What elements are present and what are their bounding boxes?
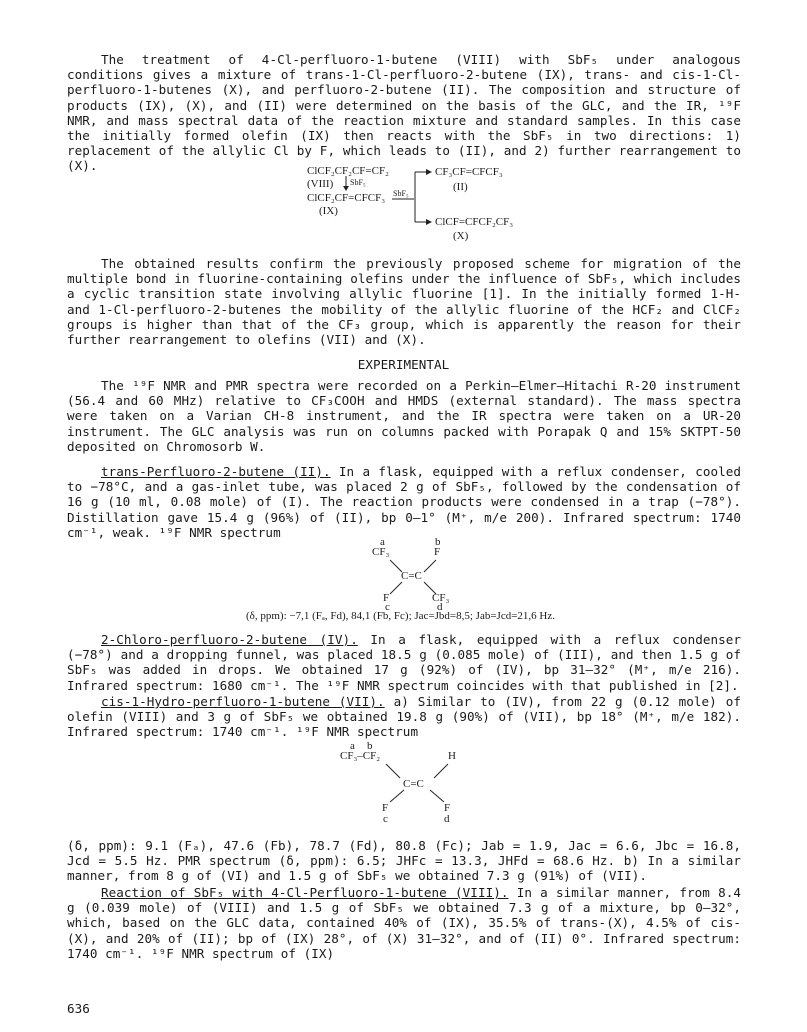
scheme-ii-label: (II) <box>453 181 468 193</box>
scheme-viii-formula: ClCF₂CF₂CF=CF₂ <box>307 165 389 177</box>
paragraph-compound-vii <box>67 694 741 740</box>
down-arrow-icon <box>342 176 350 192</box>
atom-f-d2: F <box>444 802 451 814</box>
label-b: b <box>435 536 441 548</box>
reaction-viii-title: Reaction of SbF₅ with 4-Cl-Perfluoro-1-butene (VIII). <box>101 885 509 900</box>
compound-vii-text: a) Similar to (IV), from 22 g (0.12 mole) of olefin (VIII) and 3 g of SbF₅ we obtained 19.8 g (90%) of (VII), bp 18° (M⁺, m/e 182). Infrared spectrum: 1740 cm⁻¹. ¹⁹F NMR spectrum <box>67 694 741 740</box>
paragraph-compound-iv <box>67 632 741 693</box>
group-cf3-a: CF₃ <box>372 546 390 558</box>
structure-ii <box>368 536 458 612</box>
double-bond-2: C=C <box>403 778 424 790</box>
label-c: c <box>385 601 390 613</box>
paragraph-nmr-vii: (δ, ppm): 9.1 (Fₐ), 47.6 (Fb), 78.7 (Fd), 80.8 (Fc); Jab = 1.9, Jac = 6.6, Jbc = 16.8, Jcd = 5.5 Hz. PMR spectrum (δ, ppm): 6.5; JHFc = 13.3, JHFd = 68.6 Hz. b) In a similar manner, from 8 g of (VI) and 1.5 g of SbF₅ we obtained 7.3 g (91%) of (VII). <box>67 838 741 884</box>
compound-iv-title: 2-Chloro-perfluoro-2-butene (IV). <box>101 632 358 647</box>
page-number: 636 <box>67 1001 90 1016</box>
atom-f-c2: F <box>382 802 389 814</box>
label-d: d <box>437 601 443 613</box>
scheme-ix-label: (IX) <box>319 205 338 217</box>
experimental-heading: EXPERIMENTAL <box>357 357 450 372</box>
branch-bracket-icon <box>413 169 437 227</box>
scheme-viii-label: (VIII) <box>307 178 334 190</box>
label-d2: d <box>444 813 450 825</box>
atom-h: H <box>448 750 456 762</box>
scheme-x-label: (X) <box>453 230 469 242</box>
paragraph-results-viii: The treatment of 4-Cl-perfluoro-1-butene (VIII) with SbF₅ under analogous conditions gives a mixture of trans-1-Cl-perfluoro-2-butene (IX), trans- and cis-1-Cl-perfluoro-1-butenes (X), and perfluoro-2-butene (II). The composition and structure of products (IX), (X), and (II) were determined on the basis of the GLC, and the IR, ¹⁹F NMR, and mass spectral data of the reaction mixture and standard samples. In this case the initially formed olefin (IX) then reacts with the SbF₅ in two directions: 1) replacement of the allylic Cl by F, which leads to (II), and 2) further rearrangement to (X). <box>67 52 741 174</box>
compound-ii-title: trans-Perfluoro-2-butene (II). <box>101 464 331 479</box>
paragraph-compound-ii <box>67 464 741 540</box>
scheme-reagent-2: SbF₅ <box>393 189 409 198</box>
label-b2: b <box>367 740 373 752</box>
compound-ii-text: In a flask, equipped with a reflux condenser, cooled to −78°C, and a gas-inlet tube, was placed 2 g of SbF₅, followed by the condensation of 16 g (10 ml, 0.08 mole) of (I). The reaction products were condensed in a trap (−78°). Distillation gave 15.4 g (96%) of (II), bp 0–1° (M⁺, m/e 200). Infrared spectrum: 1740 cm⁻¹, weak. ¹⁹F NMR spectrum <box>67 464 742 540</box>
scheme-reagent-1: SbF₅ <box>350 178 366 187</box>
structure-vii <box>340 740 456 826</box>
atom-f-c: F <box>383 592 390 604</box>
label-c2: c <box>383 813 388 825</box>
reaction-viii-text: In a similar manner, from 8.4 g (0.039 mole) of (VIII) and 1.5 g of SbF₅ we obtained 7.3 g of a mixture, bp 0–32°, which, based on the GLC data, contained 40% of (IX), 35.5% of trans-(X), 4.5% of cis-(X), and 20% of (II); bp of (IX) 28°, of (X) 31–32°, and of (II) 0°. Infrared spectrum: 1740 cm⁻¹. ¹⁹F NMR spectrum of (IX) <box>67 885 741 961</box>
label-a: a <box>380 536 385 548</box>
double-bond: C=C <box>401 570 422 582</box>
scheme-ix-formula: ClCF₂CF=CFCF₃ <box>307 192 386 204</box>
scheme-ii-formula: CF₃CF=CFCF₃ <box>435 166 503 178</box>
paragraph-instruments: The ¹⁹F NMR and PMR spectra were recorded on a Perkin–Elmer–Hitachi R-20 instrument (56.4 and 60 MHz) relative to CF₃COOH and HMDS (external standard). The mass spectra were taken on a Varian CH-8 instrument, and the IR spectra were taken on a UR-20 instrument. The GLC analysis was run on columns packed with Porapak Q and 15% SKTPT-50 deposited on Chromosorb W. <box>67 378 741 454</box>
nmr-caption-ii: (δ, ppm): −7,1 (Fₐ, Fd), 84,1 (Fb, Fc); Jac=Jbd=8,5; Jab=Jcd=21,6 Hz. <box>246 610 555 622</box>
scheme-x-formula: ClCF=CFCF₂CF₃ <box>435 216 514 228</box>
atom-f-b: F <box>434 546 441 558</box>
compound-vii-title: cis-1-Hydro-perfluoro-1-butene (VII). <box>101 694 385 709</box>
group-cf3-d: CF₃ <box>432 592 450 604</box>
paragraph-mechanism: The obtained results confirm the previously proposed scheme for migration of the multiple bond in fluorine-containing olefins under the influence of SbF₅, which includes a cyclic transition state involving allylic fluorine [1]. In the initially formed 1-H- and 1-Cl-perfluoro-2-butenes the mobility of the allylic fluorine of the HCF₂ and ClCF₂ groups is higher than that of the CF₃ group, which is apparently the reason for their further rearrangement to olefins (VII) and (X). <box>67 256 741 348</box>
compound-iv-text: In a flask, equipped with a reflux condenser (−78°) and a dropping funnel, was placed 18.5 g (0.085 mole) of (III), and then 1.5 g of SbF₅ was added in drops. We obtained 17 g (92%) of (IV), bp 31–32° (M⁺, m/e 216). Infrared spectrum: 1680 cm⁻¹. The ¹⁹F NMR spectrum coincides with that published in [2]. <box>67 632 741 693</box>
bond-lines-icon-2 <box>340 740 460 826</box>
paragraph-reaction-viii <box>67 885 741 961</box>
reaction-scheme <box>307 165 537 245</box>
label-a2: a <box>350 740 355 752</box>
group-cf3cf2: CF₃–CF₂ <box>340 750 381 762</box>
